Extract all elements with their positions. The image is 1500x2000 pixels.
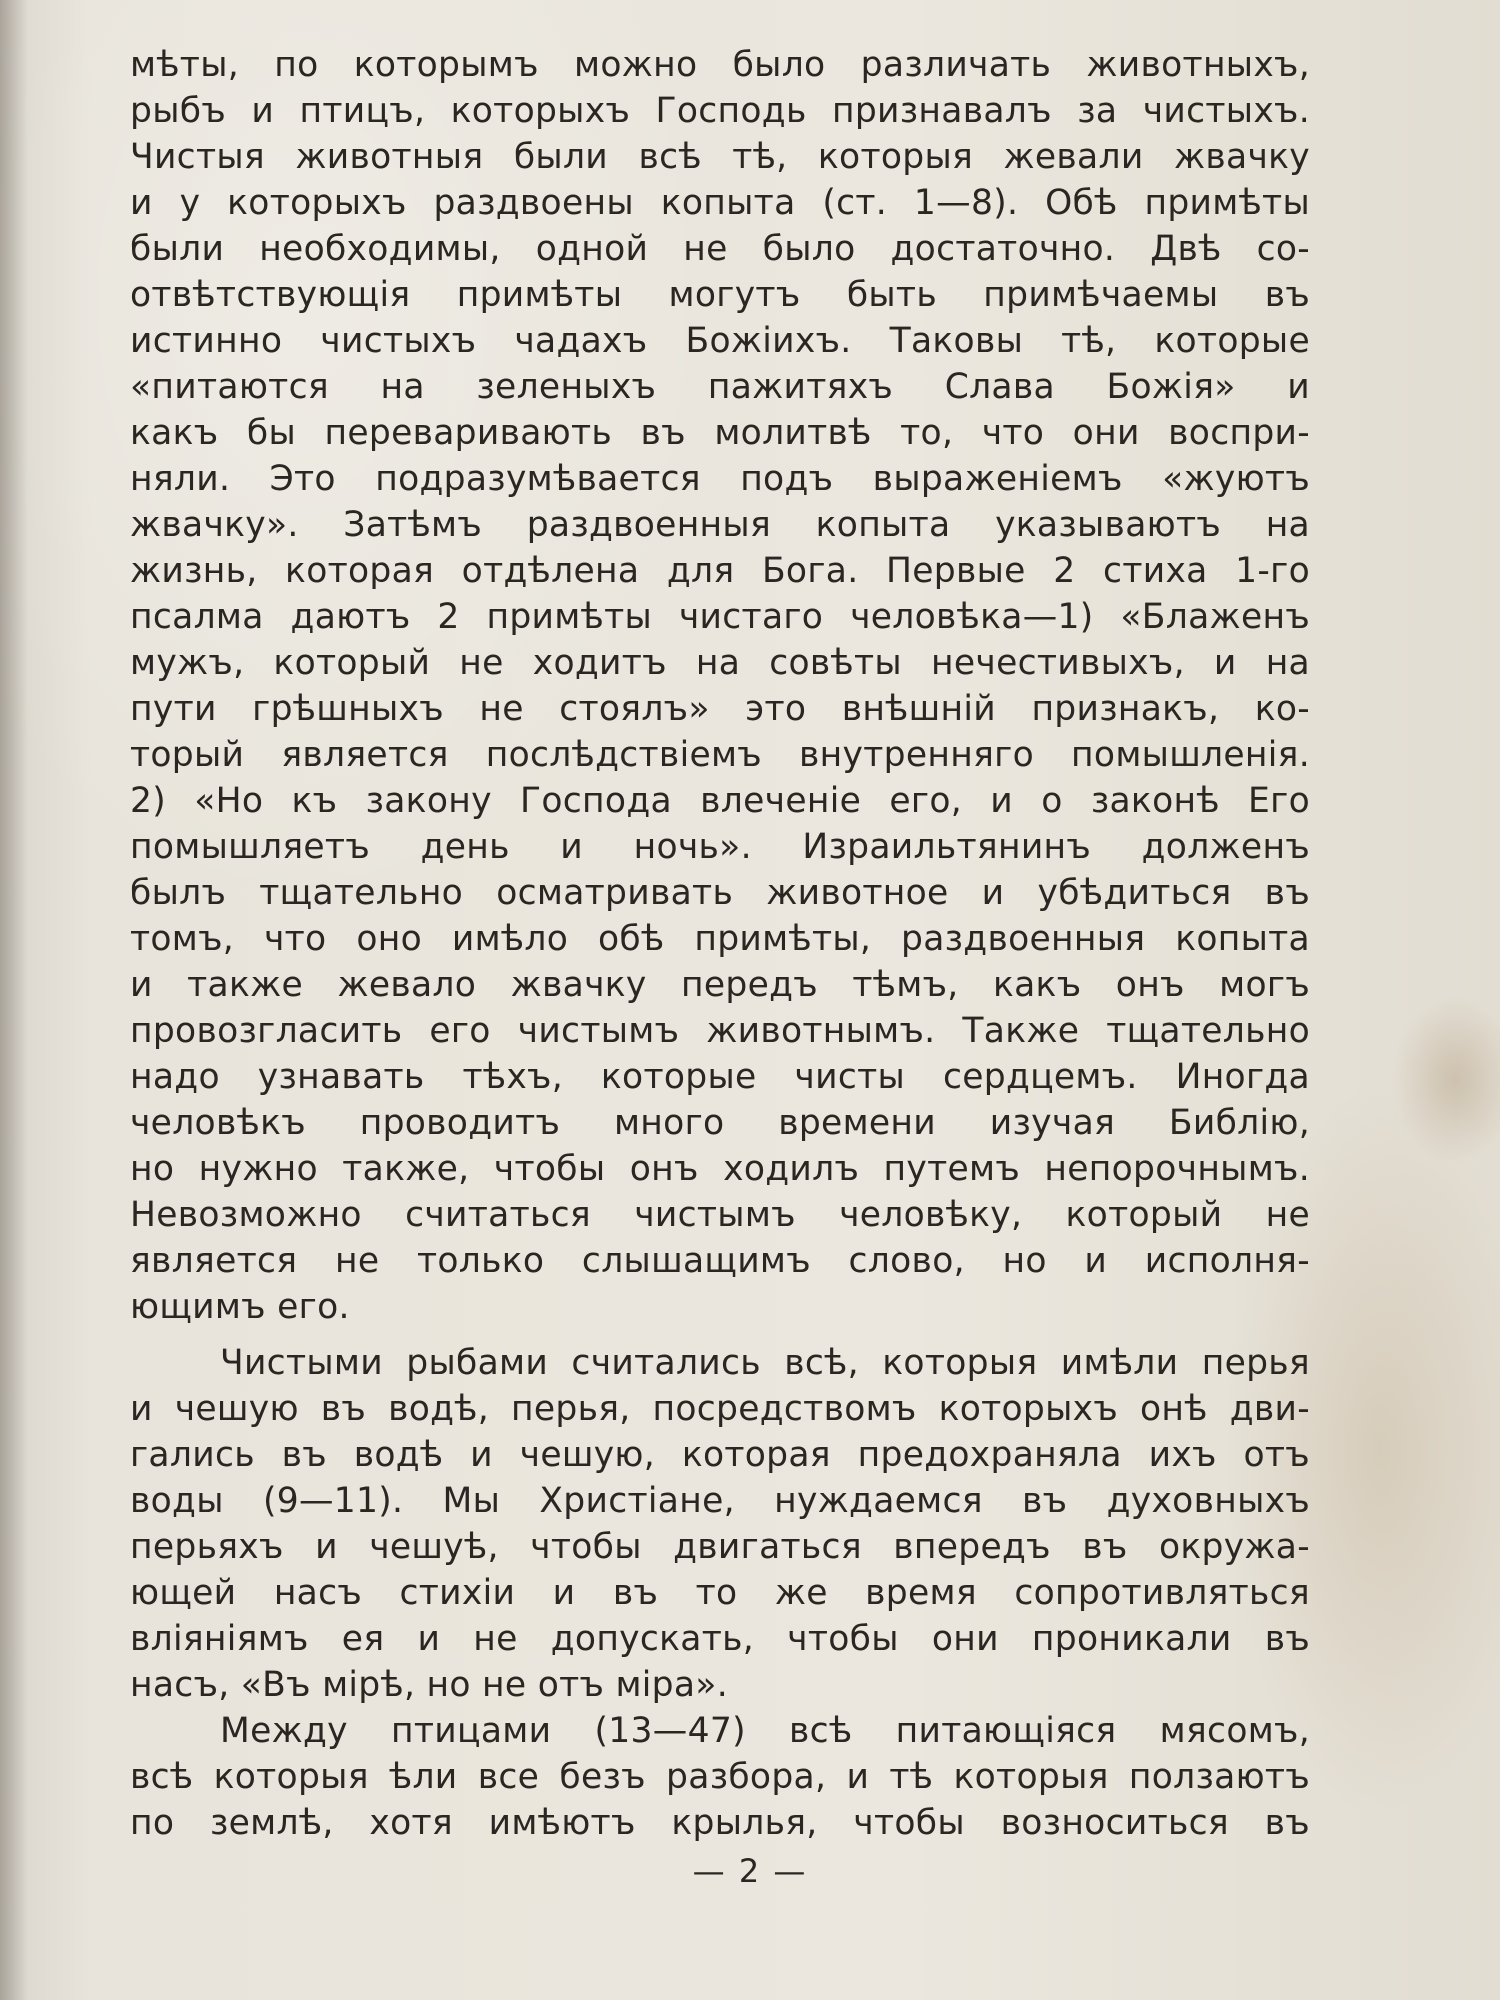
text-line: и также жевало жвачку передъ тѣмъ, какъ онъ могъ bbox=[130, 965, 1310, 1005]
text-line: томъ, что оно имѣло обѣ примѣты, раздвоенныя копыта bbox=[130, 919, 1310, 959]
paragraph-gap bbox=[130, 1330, 1310, 1340]
text-line: воды (9—11). Мы Христіане, нуждаемся въ духовныхъ bbox=[130, 1481, 1310, 1521]
text-line: провозгласить его чистымъ животнымъ. Также тщательно bbox=[130, 1011, 1310, 1051]
text-line: пути грѣшныхъ не стоялъ» это внѣшній признакъ, ко- bbox=[130, 689, 1310, 729]
text-line: истинно чистыхъ чадахъ Божіихъ. Таковы тѣ, которые bbox=[130, 321, 1310, 361]
text-line: и у которыхъ раздвоены копыта (ст. 1—8). Обѣ примѣты bbox=[130, 183, 1310, 223]
text-line: псалма даютъ 2 примѣты чистаго человѣка—1) «Блаженъ bbox=[130, 597, 1310, 637]
text-line: но нужно также, чтобы онъ ходилъ путемъ непорочнымъ. bbox=[130, 1149, 1310, 1189]
page-text bbox=[130, 42, 1310, 1846]
text-line: рыбъ и птицъ, которыхъ Господь признавалъ за чистыхъ. bbox=[130, 91, 1310, 131]
text-line: 2) «Но къ закону Господа влеченіе его, и о законѣ Его bbox=[130, 781, 1310, 821]
text-line: человѣкъ проводитъ много времени изучая Библію, bbox=[130, 1103, 1310, 1143]
text-line: надо узнавать тѣхъ, которые чисты сердцемъ. Иногда bbox=[130, 1057, 1310, 1097]
page-number: — 2 — bbox=[692, 1852, 808, 1890]
text-line: Невозможно считаться чистымъ человѣку, который не bbox=[130, 1195, 1310, 1235]
text-line: вліяніямъ ея и не допускать, чтобы они проникали въ bbox=[130, 1619, 1310, 1659]
text-line: жвачку». Затѣмъ раздвоенныя копыта указываютъ на bbox=[130, 505, 1310, 545]
text-line: былъ тщательно осматривать животное и убѣдиться въ bbox=[130, 873, 1310, 913]
paragraph bbox=[130, 1708, 1310, 1846]
text-line: насъ, «Въ мірѣ, но не отъ міра». bbox=[130, 1665, 728, 1705]
text-line: ющей насъ стихіи и въ то же время сопротивляться bbox=[130, 1573, 1310, 1613]
text-line: няли. Это подразумѣвается подъ выраженіемъ «жуютъ bbox=[130, 459, 1310, 499]
text-line: мѣты, по которымъ можно было различать животныхъ, bbox=[130, 45, 1310, 85]
text-line: и чешую въ водѣ, перья, посредствомъ которыхъ онѣ дви- bbox=[130, 1389, 1310, 1429]
text-line: Между птицами (13—47) всѣ питающіяся мясомъ, bbox=[220, 1711, 1310, 1751]
text-line: гались въ водѣ и чешую, которая предохраняла ихъ отъ bbox=[130, 1435, 1310, 1475]
text-line: всѣ которыя ѣли все безъ разбора, и тѣ которыя ползаютъ bbox=[130, 1757, 1310, 1797]
text-line: какъ бы переваривають въ молитвѣ то, что они воспри- bbox=[130, 413, 1310, 453]
text-line: Чистыми рыбами считались всѣ, которыя имѣли перья bbox=[220, 1343, 1310, 1383]
text-line: жизнь, которая отдѣлена для Бога. Первые 2 стиха 1-го bbox=[130, 551, 1310, 591]
paragraph bbox=[130, 42, 1310, 1330]
text-line: мужъ, который не ходитъ на совѣты нечестивыхъ, и на bbox=[130, 643, 1310, 683]
paragraph bbox=[130, 1340, 1310, 1708]
text-line: «питаются на зеленыхъ пажитяхъ Слава Божія» и bbox=[130, 367, 1310, 407]
text-line: торый является послѣдствіемъ внутренняго помышленія. bbox=[130, 735, 1310, 775]
text-line: перьяхъ и чешуѣ, чтобы двигаться впередъ въ окружа- bbox=[130, 1527, 1310, 1567]
page-gutter-shadow bbox=[0, 0, 28, 2000]
text-line: по землѣ, хотя имѣютъ крылья, чтобы возноситься въ bbox=[130, 1803, 1310, 1843]
text-line: были необходимы, одной не было достаточно. Двѣ со- bbox=[130, 229, 1310, 269]
text-line: является не только слышащимъ слово, но и исполня- bbox=[130, 1241, 1310, 1281]
text-line: отвѣтствующія примѣты могутъ быть примѣчаемы въ bbox=[130, 275, 1310, 315]
text-line: помышляетъ день и ночь». Израильтянинъ долженъ bbox=[130, 827, 1310, 867]
text-line: Чистыя животныя были всѣ тѣ, которыя жевали жвачку bbox=[130, 137, 1310, 177]
text-line: ющимъ его. bbox=[130, 1287, 350, 1327]
